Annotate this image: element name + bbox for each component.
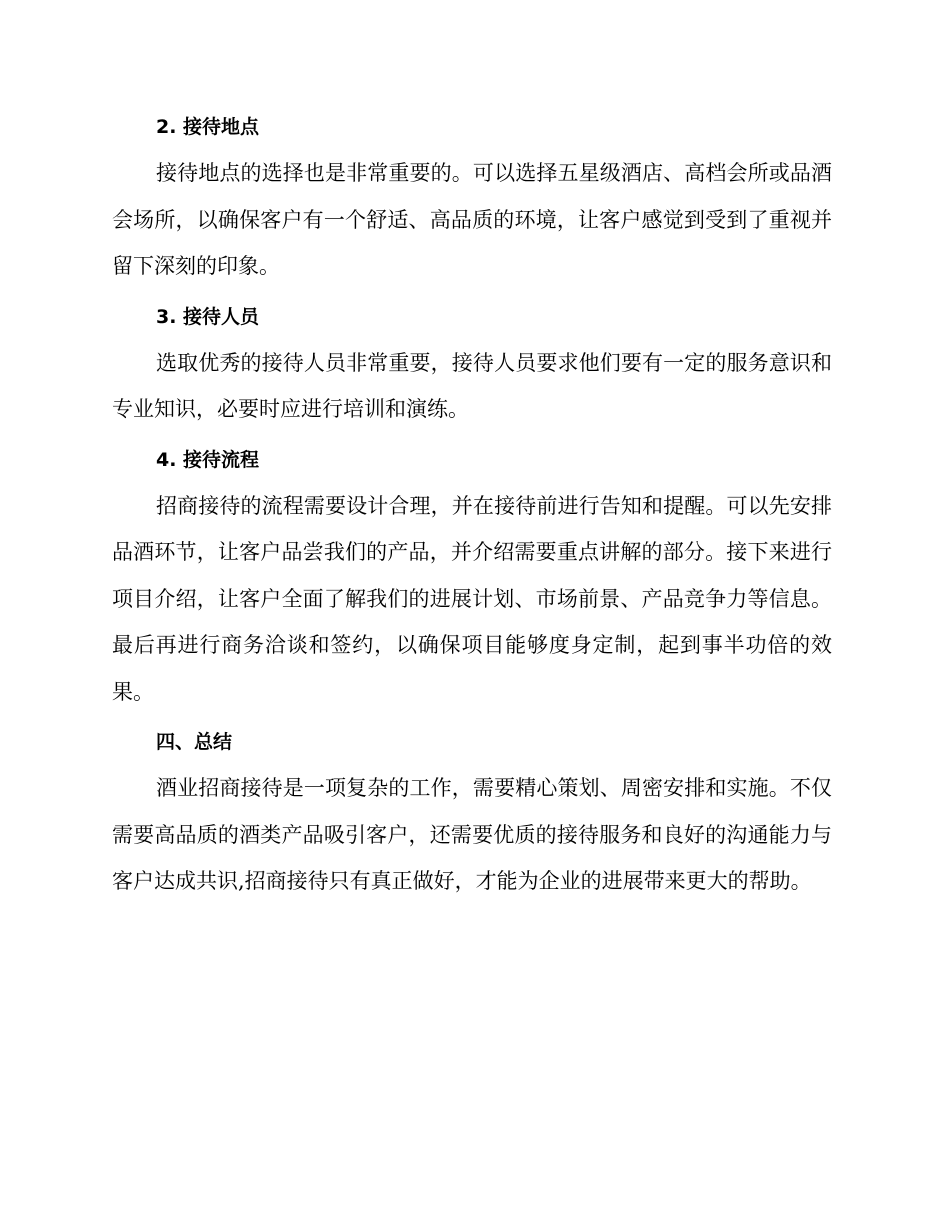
section-heading-venue: 2. 接待地点: [156, 116, 260, 138]
section-heading-summary: 四、总结: [156, 731, 233, 753]
section-heading-staff: 3. 接待人员: [156, 305, 260, 328]
section-paragraph-process: 招商接待的流程需要设计合理，并在接待前进行告知和提醒。可以先安排品酒环节，让客户品尝我们的产品，并介绍需要重点讲解的部分。接下来进行项目介绍，让客户全面了解我们的进展计划、市场前景、产品竞争力等信息。最后再进行商务洽谈和签约，以确保项目能够度身定制，起到事半功倍的效果。: [112, 493, 832, 704]
section-paragraph-summary: 酒业招商接待是一项复杂的工作，需要精心策划、周密安排和实施。不仅需要高品质的酒类产品吸引客户，还需要优质的接待服务和良好的沟通能力与客户达成共识,招商接待只有真正做好，才能为企业的进展带来更大的帮助。: [112, 776, 832, 893]
section-heading-process: 4. 接待流程: [156, 448, 260, 471]
section-paragraph-venue: 接待地点的选择也是非常重要的。可以选择五星级酒店、高档会所或品酒会场所，以确保客户有一个舒适、高品质的环境，让客户感觉到受到了重视并留下深刻的印象。: [112, 161, 832, 278]
section-paragraph-staff: 选取优秀的接待人员非常重要，接待人员要求他们要有一定的服务意识和专业知识，必要时应进行培训和演练。: [112, 350, 832, 421]
document-body: [112, 104, 832, 905]
